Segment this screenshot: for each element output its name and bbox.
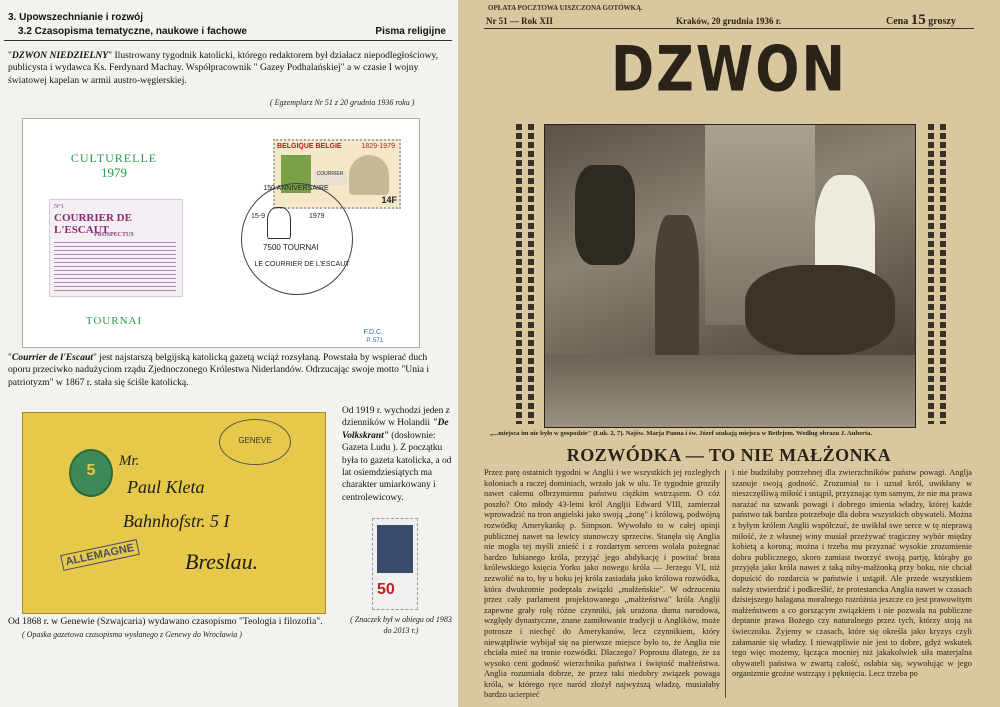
escaut-text: jest najstarszą belgijską katolicką gazetą wciąż rozsyłaną. Powstała by wspierać duch oporu przeciwko nadużyciom rządu Zjednoczonego Królestwa Niderlandów. Odrzucając swoje motto "Unia i patriotyzm" w 1867 r. stała się ściśle katolicką.	[8, 352, 430, 388]
postmark-city: 7500 TOURNAI	[263, 243, 319, 252]
stamp2-image	[377, 525, 413, 573]
header-rule	[4, 40, 452, 41]
stamp-country: BELGIQUE BELGIE	[277, 143, 342, 150]
escaut-title: Courrier de l'Escaut	[11, 352, 93, 363]
illustration-caption: „...miejsca im nie było w gospodzie" (Łuk. 2, 7). Najśw. Marja Panna i św. Józef szukają miejsca w Betlejem. Według obrazu J. Auberta.	[490, 430, 873, 437]
facsimile-prospectus: PROSPECTUS	[94, 232, 134, 238]
intro-paragraph: "DZWON NIEDZIELNY" Ilustrowany tygodnik katolicki, którego redaktorem był działacz niepodległościowy, publicysta i wydawca Ks. Ferdynard Machay. Współpracownik " Gazey Podhalańskiej" a w czasie I wojny światowej kapelan w armii austro-węgierskiej.	[8, 50, 439, 86]
facsimile-title: COURRIER DE L'ESCAUT	[54, 212, 132, 236]
illustration-donkey	[745, 265, 895, 355]
article-column-2: i nie budziłaby potrzebnej dla zwierzchników państw powagi. Anglja szanuje swoją godność. Zrozumiał to i uznał król, uwikłany w nieszczęśliwą miłość i ustąpił, przyznając tym samym, że nie ma prawa narażać na szwank powagi i dobrego imienia władzy, której każde państwo tak bardzo potrzebuje dla dobra wszystkich obywateli. Można z byłym królem Anglii współczuć, że uwikłał swe serce w tę nieprawą miłość, że z własnej winy musiał przeżywać tragiczny wybór między kobietą a koroną; można i trzeba mu przyznać wysokie zrozumienie dobra publicznego, skoro zamiast tworzyć swoją partję, którąby go przyjęła jako króla nawet z taką niby-małżonką przy boku, nie chciał dopuścić do rozdarcia w państwie i ustąpił. Ale przede wszystkiem należy stwierdzić i podkreślić, że protestancka Anglia nawet w czasach dzisiejszego halagana moralnego rozróżnia jeszcze co jest prawowitym małżeństwem a co gorszącym związkiem i nie pozwala na publiczne deptanie prawa Bożego czy naturalnego przez tych, którzy stoją na świeczniku. Żyjemy w czasach, które się określa jako kryzys czyli załamanie się władzy. I niewątpliwie nie jest to dobre, gdyż wskutek tego więc możemy, łącząca mocniej niż jakakolwiek siła materjalna obywateli państwa w zwartą całość, osłabia się, wywołując w jego organizmie groźne wstrząsy i pęknięcia. Lecz trzeba po	[732, 468, 972, 679]
cover-fdc: F.D.C.	[363, 329, 383, 336]
decor-bars-right	[940, 124, 946, 424]
facsimile-number: N°1	[54, 204, 64, 210]
headline: ROZWÓDKA — TO NIE MAŁŻONKA	[566, 445, 892, 465]
decor-bars-right	[928, 124, 934, 424]
stamp-portrait-image	[349, 155, 389, 195]
decor-bars-left	[516, 124, 522, 424]
cover-tournai: TOURNAI	[85, 315, 143, 327]
stamp-years: 1829-1979	[361, 143, 395, 150]
embossed-stamp	[69, 449, 113, 497]
postmark-newspaper-name: LE COURRIER DE L'ESCAUT	[254, 261, 350, 268]
geneva-caption: ( Opaska gazetowa czasopisma wysłanego z Genewy do Wrocławia )	[22, 630, 242, 639]
illustration-innkeeper	[575, 165, 635, 265]
stamp2-caption: ( Znaczek był w obiegu od 1983 do 2013 r.)	[350, 615, 452, 635]
postmark-year: 1979	[309, 213, 325, 220]
price: Cena 15 groszy	[886, 12, 956, 28]
embossed-stamp-value: 5	[86, 462, 96, 479]
postmark-anniversary: 150 ANNIVERSAIRE	[263, 185, 329, 192]
geneve-postmark: GENEVE	[219, 419, 291, 465]
illustration-holy-family	[544, 124, 916, 428]
issue-number: Nr 51 — Rok XII	[486, 16, 553, 26]
stamp-value: 14F	[381, 195, 397, 205]
cover-culturelle: CULTURELLE	[70, 151, 158, 165]
cover-fdc-number: P. 571	[366, 338, 383, 344]
intro-caption: ( Egzemplarz Nr 51 z 20 grudnia 1936 roku )	[270, 98, 415, 107]
address-line-1: Mr.	[119, 453, 140, 469]
masthead-title: DZWON	[611, 34, 847, 106]
fdc-cover	[22, 118, 420, 348]
postmark-date: 15-9	[251, 213, 266, 220]
stamp-newspaper-image: COURRIER	[313, 171, 347, 185]
volkskrant-post: (dosłownie: Gazeta Ludu ). Z początku była to gazeta katolicka, a od lat osiemdziesiątych ma charakter umiarkowany i centrolewicowy.	[342, 430, 452, 503]
volkskrant-stamp	[372, 518, 418, 610]
newspaper-facsimile	[49, 199, 183, 297]
volkskrant-paragraph	[342, 405, 454, 504]
category-label: Pisma religijne	[375, 26, 446, 37]
section-title: 3. Upowszechnianie i rozwój	[8, 12, 144, 23]
allemagne-stamp: ALLEMAGNE	[60, 539, 139, 571]
illustration-ground	[545, 355, 915, 427]
postmark-portrait	[267, 207, 291, 239]
newspaper-wrapper-envelope	[22, 412, 326, 614]
column-divider	[725, 470, 726, 698]
facsimile-text-lines	[54, 242, 176, 292]
decor-bars-left	[528, 124, 534, 424]
subsection-title: 3.2 Czasopisma tematyczne, naukowe i fachowe	[18, 26, 247, 37]
intro-title: DZWON NIEDZIELNY	[11, 50, 109, 61]
stamp2-value: 50	[377, 581, 395, 598]
album-page	[0, 0, 458, 707]
geneva-paragraph: Od 1868 r. w Genewie (Szwajcaria) wydawano czasopismo "Teologia i filozofia".	[8, 616, 323, 627]
postage-notice: OPŁATA POCZTOWA UISZCZONA GOTÓWKĄ.	[488, 4, 643, 12]
article-column-1: Przez parę ostatnich tygodni w Anglii i we wszystkich jej rozległych koloniach a raczej dominiach, wrzało jak w ulu. Te tygodnie groziły nawet całemu olbrzymiemu państwu ciężkim wstrząsem. O cóż poszło? Oto młody 43-letni król Angljii Edward VIII, zamierzał wprowadzić na tron angielski jako swoją „żonę" i królową, podwójną rozwódkę Amerykankę p. Simpson. Wywołało to w całej opinji publicznej nawet na lewicy stanowczy sprzeciw. Stanęła się Anglia nie mogła tej myśli znieść i z rozdartym sercem wolała pożegnać bardzo lubianego króla, przyjąć jego abdykację i powitać brata królewskiego księcia Yorku jako nowego króla — Jerzego VI, niż zezwolić na to, by u boku jej króla zasiadała jako królowa rozwódka, która dwukrotnie podeptała związki „małżeńskie". W odrzuceniu przez cały parlament projektowanego „małżeństwa" króla Anglji zapewne grały rolę różne czynniki, jak urażona duma narodowa, względy dynastyczne, znane zamiłowanie tradycji u Anglików, może potrosze i niechęć do Amerykanów, lecz czynnikiem, który niewątpliwie wybijał się na pierwsze miejsce było to, że Anglia nie chciała mieć na tronie rozwódki. Dlaczego? Poprostu dlatego, że za wysoko ceni godność wierzchnika państwa i świętość małżeństwa. Anglia rozumiała dobrze, że przez taki niedobry związek powaga króla, w którego ręce naród złożył najwyższą władzę, musiałaby bardzo ucierpieć	[484, 468, 720, 700]
escaut-paragraph: "Courrier de l'Escaut" jest najstarszą belgijską katolicką gazetą wciąż rozsyłaną. Powstała by wspierać duch oporu przeciwko nadużyciom rządu Zjednoczonego Królestwa Niderlandów. Odrzucając swoje motto "Unia i patriotyzm" w 1867 r. stała się ściśle katolicką.	[8, 352, 430, 388]
postmark-circle	[241, 183, 353, 295]
volkskrant-title: "De Volkskrant"	[342, 418, 449, 441]
newspaper-front-page	[458, 0, 1000, 707]
address-line-3: Bahnhofstr. 5 I	[123, 511, 230, 531]
volkskrant-pre: Od 1919 r. wychodzi jeden z dzienników w Holandii	[342, 406, 450, 429]
intro-text: Ilustrowany tygodnik katolicki, którego redaktorem był działacz niepodległościowy, publicysta i wydawca Ks. Ferdynard Machay. Współpracownik " Gazey Podhalańskiej" a w czasie I wojny światowej kapelan w armii austro-węgierskiej.	[8, 50, 439, 86]
issue-date: Kraków, 20 grudnia 1936 r.	[676, 16, 782, 26]
address-line-4: Breslau.	[185, 549, 259, 574]
cover-year: 1979	[101, 165, 127, 180]
address-line-2: Paul Kleta	[127, 477, 205, 497]
